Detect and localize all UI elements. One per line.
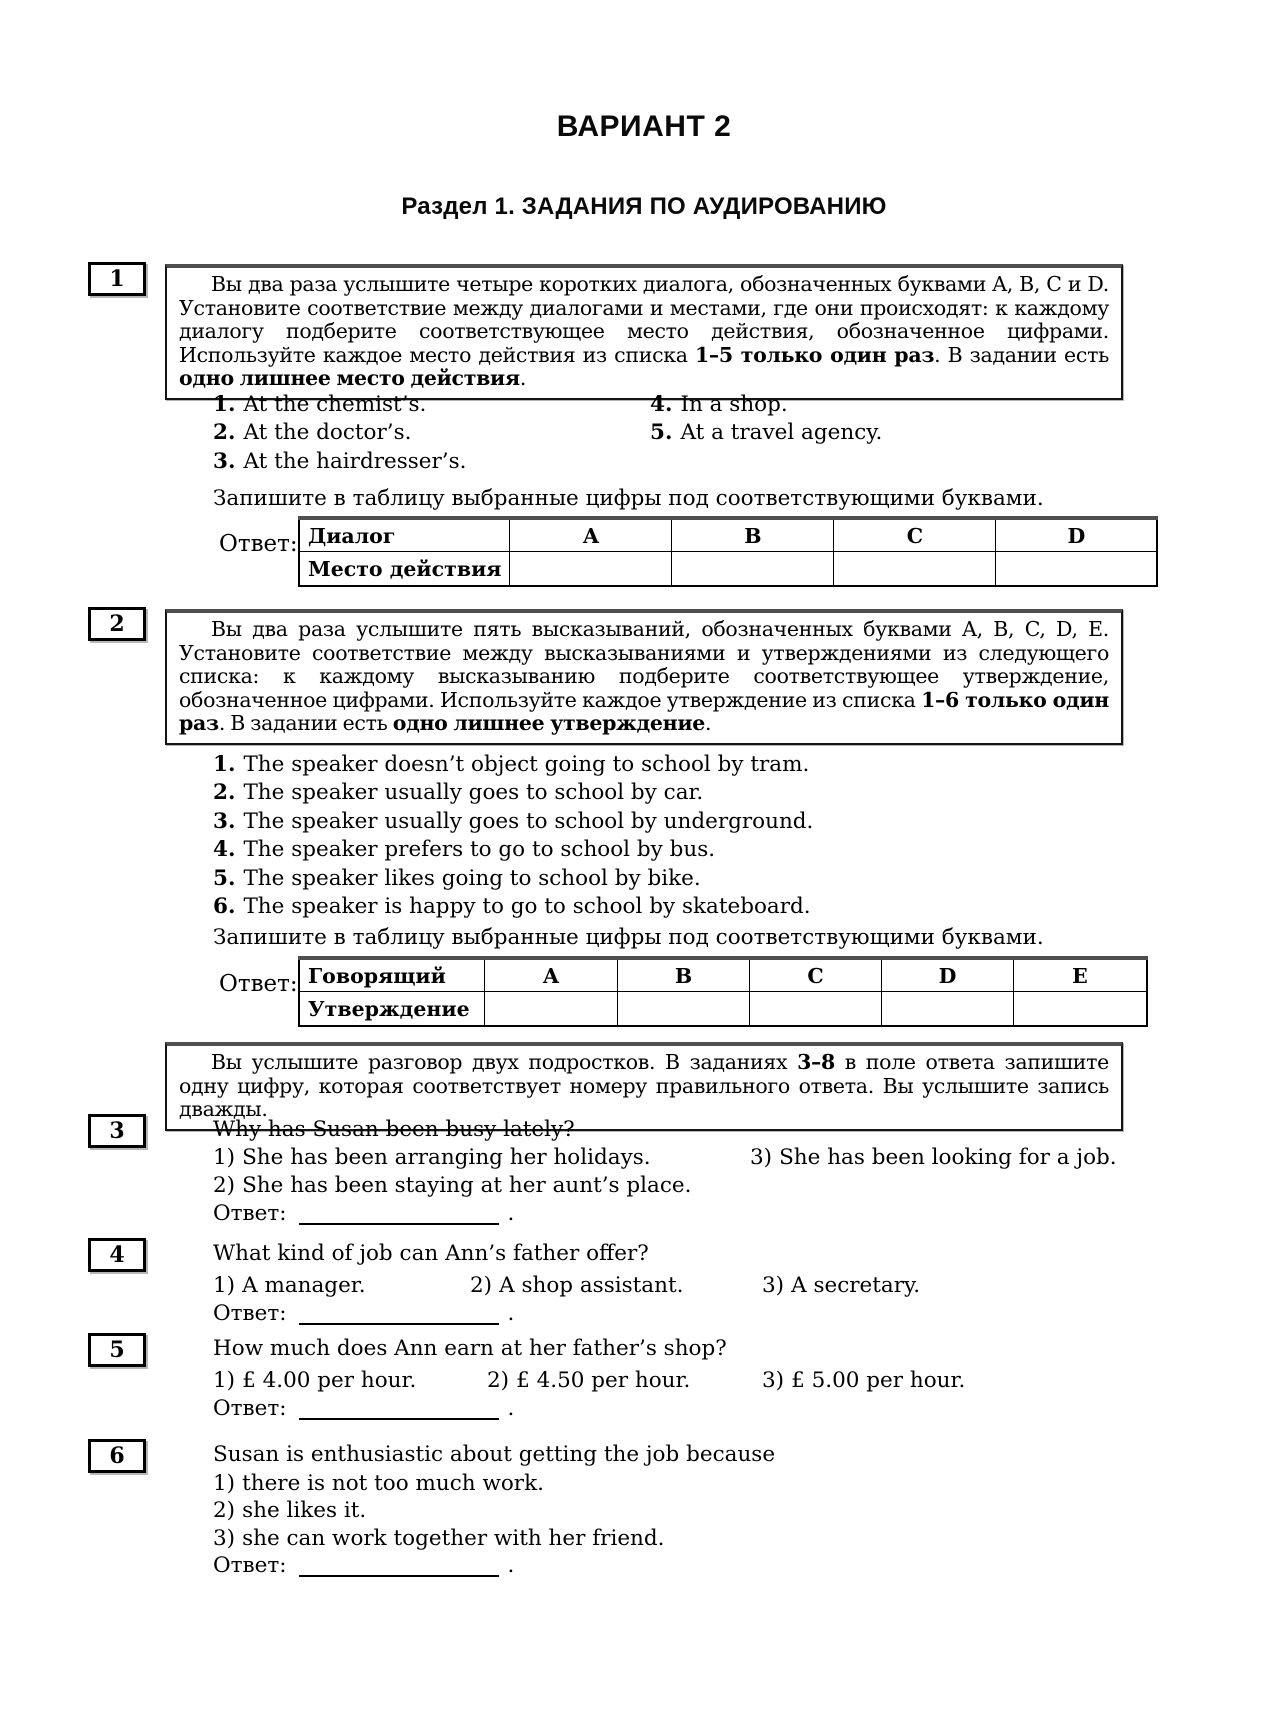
task1-answer-label: Ответ: — [219, 531, 298, 557]
task2-statements — [213, 751, 813, 921]
q5-answer-line: Ответ: . — [213, 1396, 515, 1421]
q4-number-box — [88, 1238, 146, 1272]
list-item: 5. At a travel agency. — [650, 420, 883, 446]
table-header-speaker: Говорящий — [299, 958, 485, 992]
task1-number: 1 — [109, 266, 125, 292]
list-item: 3. The speaker usually goes to school by underground. — [213, 808, 814, 834]
q5-answer-blank — [299, 1418, 499, 1420]
table-col-E: E — [1014, 958, 1148, 992]
table-col-A: A — [510, 518, 672, 552]
page-title: ВАРИАНТ 2 — [556, 110, 732, 143]
q6-answer-blank — [299, 1575, 499, 1577]
q6-number: 6 — [109, 1443, 125, 1469]
tasks3-8-instruction-text: Вы услышите разговор двух подростков. В заданиях 3–8 в поле ответа запишите одну цифру, которая соответствует номеру правильного ответа. Вы услышите запись дважды. — [179, 1050, 1109, 1122]
list-item: 3. At the hairdresser’s. — [213, 448, 467, 474]
task1-options-col1 — [213, 391, 466, 476]
q6-option-3: 3) she can work together with her friend. — [213, 1525, 665, 1551]
list-item: 6. The speaker is happy to go to school by skateboard. — [213, 894, 811, 920]
table-header-dialog: Диалог — [299, 518, 510, 552]
list-item: 2. At the doctor’s. — [213, 420, 412, 446]
list-item: 4. In a shop. — [650, 392, 788, 417]
q6-answer-line: Ответ: . — [213, 1553, 515, 1578]
task2-instruction-box — [165, 609, 1123, 745]
list-item: 2. The speaker usually goes to school by car. — [213, 780, 704, 806]
q6-options — [213, 1470, 665, 1552]
table-row-label: Утверждение — [299, 992, 485, 1027]
table-col-A: A — [485, 958, 618, 992]
q5-number-box — [88, 1333, 146, 1367]
table-col-C: C — [834, 518, 996, 552]
task1-answer-cell-A — [510, 552, 672, 587]
task2-answer-cell-B — [618, 992, 750, 1027]
task1-answer-cell-B — [672, 552, 834, 587]
task1-options-col2 — [650, 391, 882, 448]
task1-instruction-box — [165, 264, 1123, 400]
q3-option-1: 1) She has been arranging her holidays. — [213, 1145, 651, 1170]
task2-number-box — [88, 607, 146, 641]
task2-answer-table — [298, 956, 1148, 1027]
q4-answer-line: Ответ: . — [213, 1301, 515, 1326]
q4-number: 4 — [109, 1242, 125, 1268]
task2-answer-cell-D — [882, 992, 1014, 1027]
q6-option-1: 1) there is not too much work. — [213, 1471, 544, 1496]
q6-question: Susan is enthusiastic about getting the job because — [213, 1442, 776, 1467]
q5-option-2: 2) £ 4.50 per hour. — [487, 1368, 691, 1393]
task2-write-note: Запишите в таблицу выбранные цифры под соответствующими буквами. — [213, 925, 1044, 950]
q4-option-1: 1) A manager. — [213, 1273, 366, 1298]
task2-answer-cell-C — [750, 992, 882, 1027]
q3-option-2: 2) She has been staying at her aunt’s place. — [213, 1173, 692, 1198]
task1-answer-table — [298, 516, 1158, 587]
q5-option-1: 1) £ 4.00 per hour. — [213, 1368, 417, 1393]
task1-answer-cell-D — [996, 552, 1158, 587]
table-col-D: D — [996, 518, 1158, 552]
q3-answer-line: Ответ: . — [213, 1201, 515, 1226]
task2-answer-label: Ответ: — [219, 971, 298, 997]
q4-question: What kind of job can Ann’s father offer? — [213, 1241, 649, 1266]
q3-answer-blank — [299, 1223, 499, 1225]
task1-answer-cell-C — [834, 552, 996, 587]
list-item: 1. The speaker doesn’t object going to school by tram. — [213, 752, 810, 777]
q4-answer-blank — [299, 1323, 499, 1325]
table-col-D: D — [882, 958, 1014, 992]
q3-question: Why has Susan been busy lately? — [213, 1117, 575, 1142]
task2-instruction-text: Вы два раза услышите пять высказываний, обозначенных буквами A, B, C, D, E. Установите соответствие между высказываниями и утверждениями из следующего списка: к каждому высказыванию подберите соответствующее утверждение, обозначенное цифрами. Используйте каждое утверждение из списка 1–6 только один раз. В задании есть одно лишнее утверждение. — [179, 617, 1109, 736]
table-col-B: B — [672, 518, 834, 552]
list-item: 5. The speaker likes going to school by bike. — [213, 865, 701, 891]
task2-number: 2 — [109, 611, 125, 637]
list-item: 4. The speaker prefers to go to school by bus. — [213, 837, 716, 863]
task2-answer-cell-E — [1014, 992, 1148, 1027]
task1-instruction-text: Вы два раза услышите четыре коротких диалога, обозначенных буквами A, B, C и D. Установите соответствие между диалогами и местами, где они происходят: к каждому диалогу подберите соответствующее место действия, обозначенное цифрами. Используйте каждое место действия из списка 1–5 только один раз. В задании есть одно лишнее место действия. — [179, 272, 1109, 391]
q5-option-3: 3) £ 5.00 per hour. — [762, 1368, 966, 1393]
q3-number: 3 — [109, 1118, 125, 1144]
q5-number: 5 — [109, 1337, 125, 1363]
list-item: 1. At the chemist’s. — [213, 392, 427, 417]
task1-write-note: Запишите в таблицу выбранные цифры под соответствующими буквами. — [213, 486, 1044, 511]
table-col-B: B — [618, 958, 750, 992]
section-heading: Раздел 1. ЗАДАНИЯ ПО АУДИРОВАНИЮ — [401, 193, 887, 220]
q5-question: How much does Ann earn at her father’s shop? — [213, 1336, 727, 1361]
q4-option-2: 2) A shop assistant. — [470, 1273, 684, 1298]
q3-number-box — [88, 1114, 146, 1148]
task1-number-box — [88, 262, 146, 296]
task2-answer-cell-A — [485, 992, 618, 1027]
q3-option-3: 3) She has been looking for a job. — [750, 1145, 1117, 1170]
q4-option-3: 3) A secretary. — [762, 1273, 921, 1298]
table-col-C: C — [750, 958, 882, 992]
q6-option-2: 2) she likes it. — [213, 1498, 367, 1524]
table-row-label: Место действия — [299, 552, 510, 587]
q6-number-box — [88, 1439, 146, 1473]
